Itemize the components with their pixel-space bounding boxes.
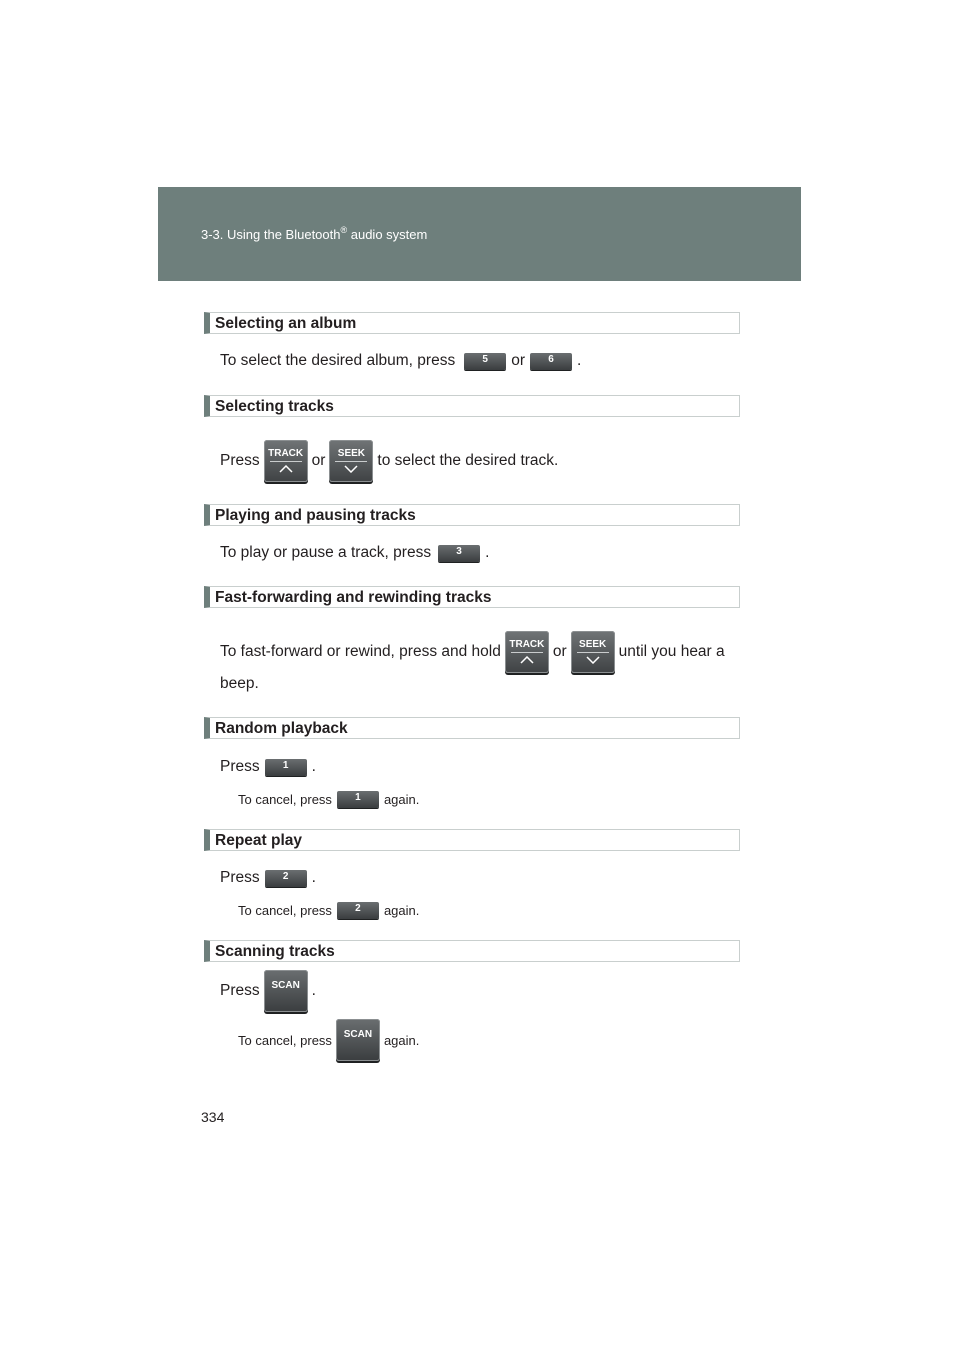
section-selecting-tracks [204,395,740,469]
preset-1-button-icon: 1 [265,759,307,776]
preset-3-button-icon: 3 [438,545,480,562]
track-button-icon: TRACK [505,631,549,673]
section-heading: Selecting tracks [204,395,740,417]
section-scanning-tracks [204,940,740,1048]
section-random-playback [204,717,740,807]
playing-instruction: To play or pause a track, press 3 . [220,544,490,561]
section-heading: Playing and pausing tracks [204,504,740,526]
random-instruction: Press 1 . [220,758,316,775]
fastforward-instruction-line2: beep. [220,675,259,692]
scan-button-icon: SCAN [264,970,308,1012]
section-repeat-play [204,829,740,918]
section-selecting-album [204,312,740,369]
scan-button-icon: SCAN [336,1019,380,1061]
album-instruction: To select the desired album, press 5 or 6 . [220,352,582,369]
section-playing-pausing [204,504,740,561]
seek-button-icon: SEEK [571,631,615,673]
seek-button-icon: SEEK [329,440,373,482]
section-fast-forward [204,586,740,692]
page-number: 334 [201,1109,225,1125]
scanning-cancel-note: To cancel, press SCAN again. [238,1019,419,1061]
section-heading: Selecting an album [204,312,740,334]
section-heading: Scanning tracks [204,940,740,962]
random-cancel-note: To cancel, press 1 again. [238,792,420,807]
section-heading: Random playback [204,717,740,739]
repeat-cancel-note: To cancel, press 2 again. [238,903,420,918]
chapter-header [158,187,801,281]
scanning-instruction: Press SCAN . [220,970,316,1012]
preset-2-button-icon: 2 [265,870,307,887]
preset-1-button-icon: 1 [337,791,379,808]
track-button-icon: TRACK [264,440,308,482]
preset-2-button-icon: 2 [337,902,379,919]
section-heading: Fast-forwarding and rewinding tracks [204,586,740,608]
tracks-instruction: Press TRACK or SEEK to select the desired track. [220,440,558,482]
fastforward-instruction: To fast-forward or rewind, press and hold TRACK or SEEK until you hear a [220,631,725,673]
preset-5-button-icon: 5 [464,353,506,370]
section-heading: Repeat play [204,829,740,851]
preset-6-button-icon: 6 [530,353,572,370]
chapter-title: 3-3. Using the Bluetooth® audio system [201,225,428,242]
repeat-instruction: Press 2 . [220,869,316,886]
